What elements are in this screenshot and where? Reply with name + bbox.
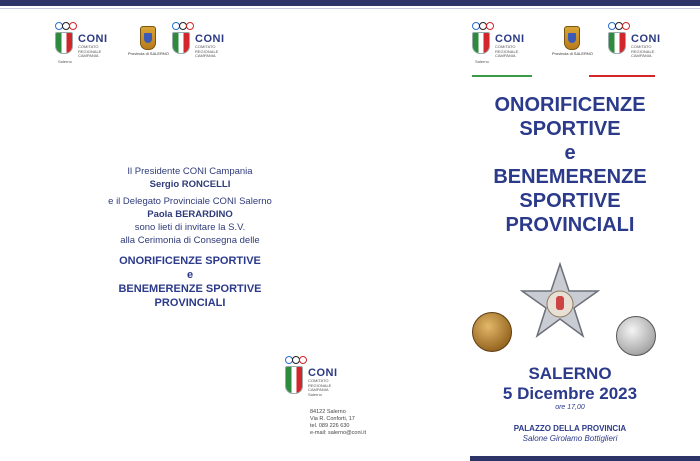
address-line: tel. 089 226 630: [310, 423, 350, 429]
cover-title-line: SPORTIVE: [519, 190, 621, 212]
coni-sub-line: CAMPANIA: [495, 53, 516, 58]
provincia-label: Provincia di SALERNO: [552, 51, 593, 56]
invite-line: alla Cerimonia di Consegna delle: [120, 235, 260, 246]
address-line: Via R. Conforti, 17: [310, 416, 355, 422]
red-rule: [589, 75, 655, 77]
olympic-rings-icon: [55, 22, 75, 31]
coni-logo-footer: [285, 356, 338, 397]
event-title-line: BENEMERENZE SPORTIVE: [118, 283, 262, 295]
coni-logo-left: [55, 22, 108, 59]
invitation-text: [40, 165, 340, 310]
event-title-line: PROVINCIALI: [154, 297, 226, 309]
event-hall: Salone Girolamo Bottiglieri: [522, 434, 618, 443]
coni-salerno-label: Salerno: [308, 391, 322, 397]
coni-sub-line: REGIONALE: [308, 382, 332, 388]
email-line: e-mail: salerno@coni.it: [310, 430, 367, 436]
coni-sub-line: COMITATO: [631, 44, 652, 49]
italia-shield-icon: [472, 32, 490, 54]
coni-word: CONI: [495, 33, 525, 45]
provincia-crest-icon: [564, 26, 580, 50]
address-line: 84122 Salerno: [310, 409, 346, 415]
coni-sub-line: CAMPANIA: [308, 387, 329, 392]
coni-sub-line: CAMPANIA: [78, 53, 99, 58]
cover-title-line: SPORTIVE: [519, 118, 621, 140]
italia-shield-icon: [172, 32, 190, 54]
coni-sub-line: REGIONALE: [631, 48, 655, 54]
coni-word: CONI: [78, 33, 108, 45]
olympic-rings-icon: [472, 22, 492, 31]
coni-salerno-label: Salerno: [58, 59, 72, 64]
top-divider: [0, 8, 700, 9]
coni-sub-line: REGIONALE: [78, 48, 102, 54]
coni-sub-line: REGIONALE: [495, 48, 519, 54]
event-city: SALERNO: [528, 364, 612, 383]
invite-line: sono lieti di invitare la S.V.: [134, 222, 246, 233]
event-title-line: ONORIFICENZE SPORTIVE: [119, 255, 261, 267]
coni-word: CONI: [308, 367, 338, 379]
provincia-logo-left: [128, 26, 169, 56]
star-medal-icon: [520, 262, 600, 342]
olympic-rings-icon: [608, 22, 628, 31]
green-rule: [472, 75, 532, 77]
provincia-logo-right: [552, 26, 593, 56]
coni-sub-line: COMITATO: [195, 44, 216, 49]
silver-medal-icon: [616, 316, 656, 356]
italia-shield-icon: [608, 32, 626, 54]
bottom-bar: [470, 456, 700, 461]
coni-word: CONI: [195, 33, 225, 45]
italia-shield-icon: [55, 32, 73, 54]
cover-title-line: e: [564, 142, 576, 164]
coni-regional-logo-right: [608, 22, 661, 59]
olympic-rings-icon: [285, 356, 305, 365]
medals-illustration: [470, 262, 670, 362]
coni-salerno-label: Salerno: [475, 59, 489, 64]
event-venue: PALAZZO DELLA PROVINCIA: [513, 424, 627, 433]
coni-logo-right: [472, 22, 525, 59]
coni-word: CONI: [631, 33, 661, 45]
gold-medal-icon: [472, 312, 512, 352]
top-bar: [0, 0, 700, 6]
coni-regional-logo-left: [172, 22, 225, 59]
coni-sub-line: COMITATO: [495, 44, 516, 49]
delegate-name: Paola BERARDINO: [147, 209, 233, 220]
coni-sub-line: REGIONALE: [195, 48, 219, 54]
president-name: Sergio RONCELLI: [149, 179, 231, 190]
cover-title: [470, 93, 670, 237]
italia-shield-icon: [285, 366, 303, 394]
cover-title-line: ONORIFICENZE: [494, 94, 646, 116]
coni-sub-line: COMITATO: [308, 378, 329, 383]
cover-title-line: BENEMERENZE: [493, 166, 647, 188]
coni-sub-line: CAMPANIA: [195, 53, 216, 58]
provincia-label: Provincia di SALERNO: [128, 51, 169, 56]
olympic-rings-icon: [172, 22, 192, 31]
invite-line: e il Delegato Provinciale CONI Salerno: [108, 196, 272, 207]
event-title-line: e: [186, 269, 194, 281]
event-time: ore 17,00: [555, 404, 585, 411]
event-date: 5 Dicembre 2023: [502, 384, 638, 403]
address-block: [310, 409, 366, 437]
coni-sub-line: COMITATO: [78, 44, 99, 49]
coni-sub-line: CAMPANIA: [631, 53, 652, 58]
provincia-crest-icon: [140, 26, 156, 50]
cover-title-line: PROVINCIALI: [505, 214, 635, 236]
invite-line: Il Presidente CONI Campania: [127, 166, 253, 177]
